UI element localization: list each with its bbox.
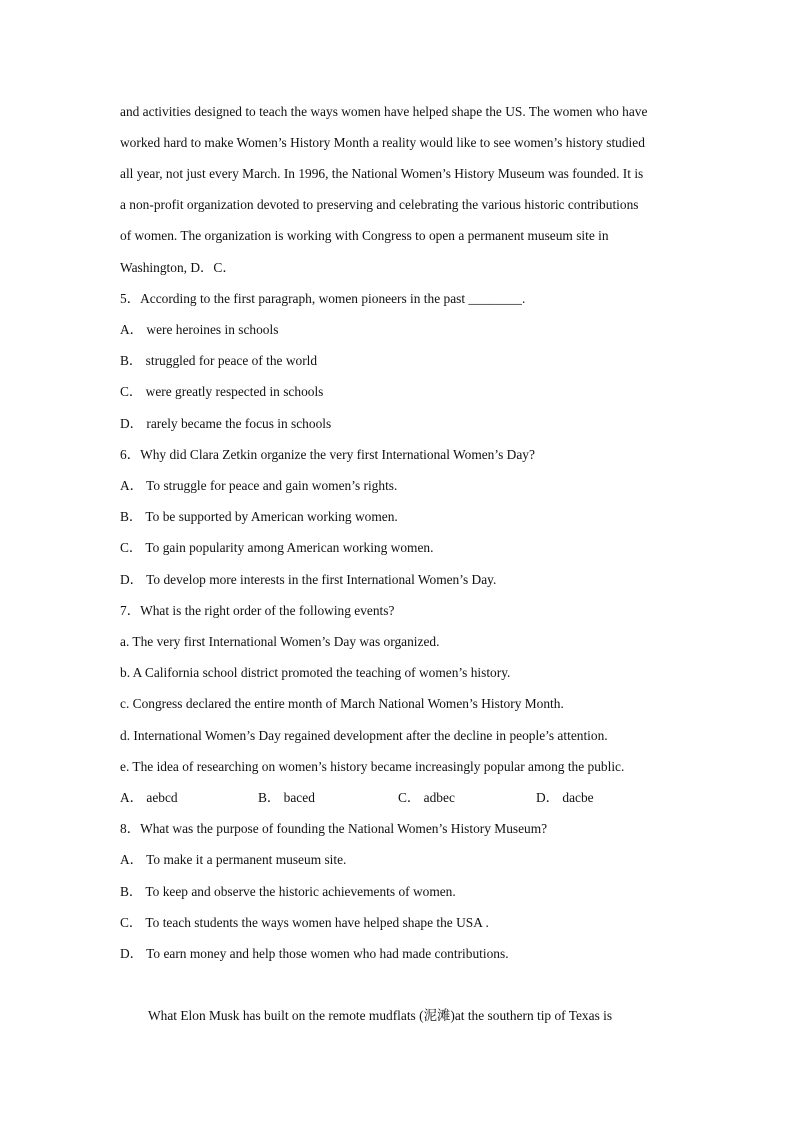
question-5-option-d: D． rarely became the focus in schools [120,416,332,431]
question-5-option-c: C． were greatly respected in schools [120,384,324,399]
question-7-option-c: C． adbec [398,790,455,805]
question-7-stem: 7．What is the right order of the following events? [120,603,395,618]
question-5-option-b: B． struggled for peace of the world [120,353,318,368]
question-7-event-b: b. A California school district promoted the teaching of women’s history. [120,665,511,680]
question-8-option-c: C． To teach students the ways women have helped shape the USA . [120,915,489,930]
question-5-option-a: A． were heroines in schools [120,322,279,337]
question-7-event-a: a. The very first International Women’s Day was organized. [120,634,440,649]
passage-line: and activities designed to teach the ways women have helped shape the US. The women who have [120,104,648,119]
next-passage-first-line: What Elon Musk has built on the remote mudflats (泥滩)at the southern tip of Texas is [148,1008,613,1023]
question-8-option-a: A． To make it a permanent museum site. [120,852,347,867]
question-7-event-e: e. The idea of researching on women’s history became increasingly popular among the public. [120,759,625,774]
question-6-option-a: A． To struggle for peace and gain women’s rights. [120,478,398,493]
question-6-stem: 6．Why did Clara Zetkin organize the very first International Women’s Day? [120,447,535,462]
question-7-option-d: D． dacbe [536,790,594,805]
question-6-option-c: C． To gain popularity among American working women. [120,540,434,555]
passage-line: a non-profit organization devoted to preserving and celebrating the various historic contributions [120,197,639,212]
question-5-stem: 5．According to the first paragraph, women pioneers in the past ________. [120,291,526,306]
question-7-event-d: d. International Women’s Day regained development after the decline in people’s attention. [120,728,608,743]
question-8-option-b: B． To keep and observe the historic achievements of women. [120,884,456,899]
passage-line: worked hard to make Women’s History Month a reality would like to see women’s history studied [120,135,645,150]
question-6-option-b: B． To be supported by American working women. [120,509,398,524]
question-8-stem: 8．What was the purpose of founding the National Women’s History Museum? [120,821,548,836]
question-8-option-d: D． To earn money and help those women who had made contributions. [120,946,509,961]
question-7-event-c: c. Congress declared the entire month of March National Women’s History Month. [120,696,564,711]
passage-line: all year, not just every March. In 1996, the National Women’s History Museum was founded. It is [120,166,644,181]
passage-line: of women. The organization is working with Congress to open a permanent museum site in [120,228,609,243]
question-7-options [120,789,594,807]
question-6-option-d: D． To develop more interests in the first International Women’s Day. [120,572,497,587]
question-7-option-b: B． baced [258,790,315,805]
passage-line: Washington, D．C． [120,260,236,275]
question-7-option-a: A． aebcd [120,790,178,805]
